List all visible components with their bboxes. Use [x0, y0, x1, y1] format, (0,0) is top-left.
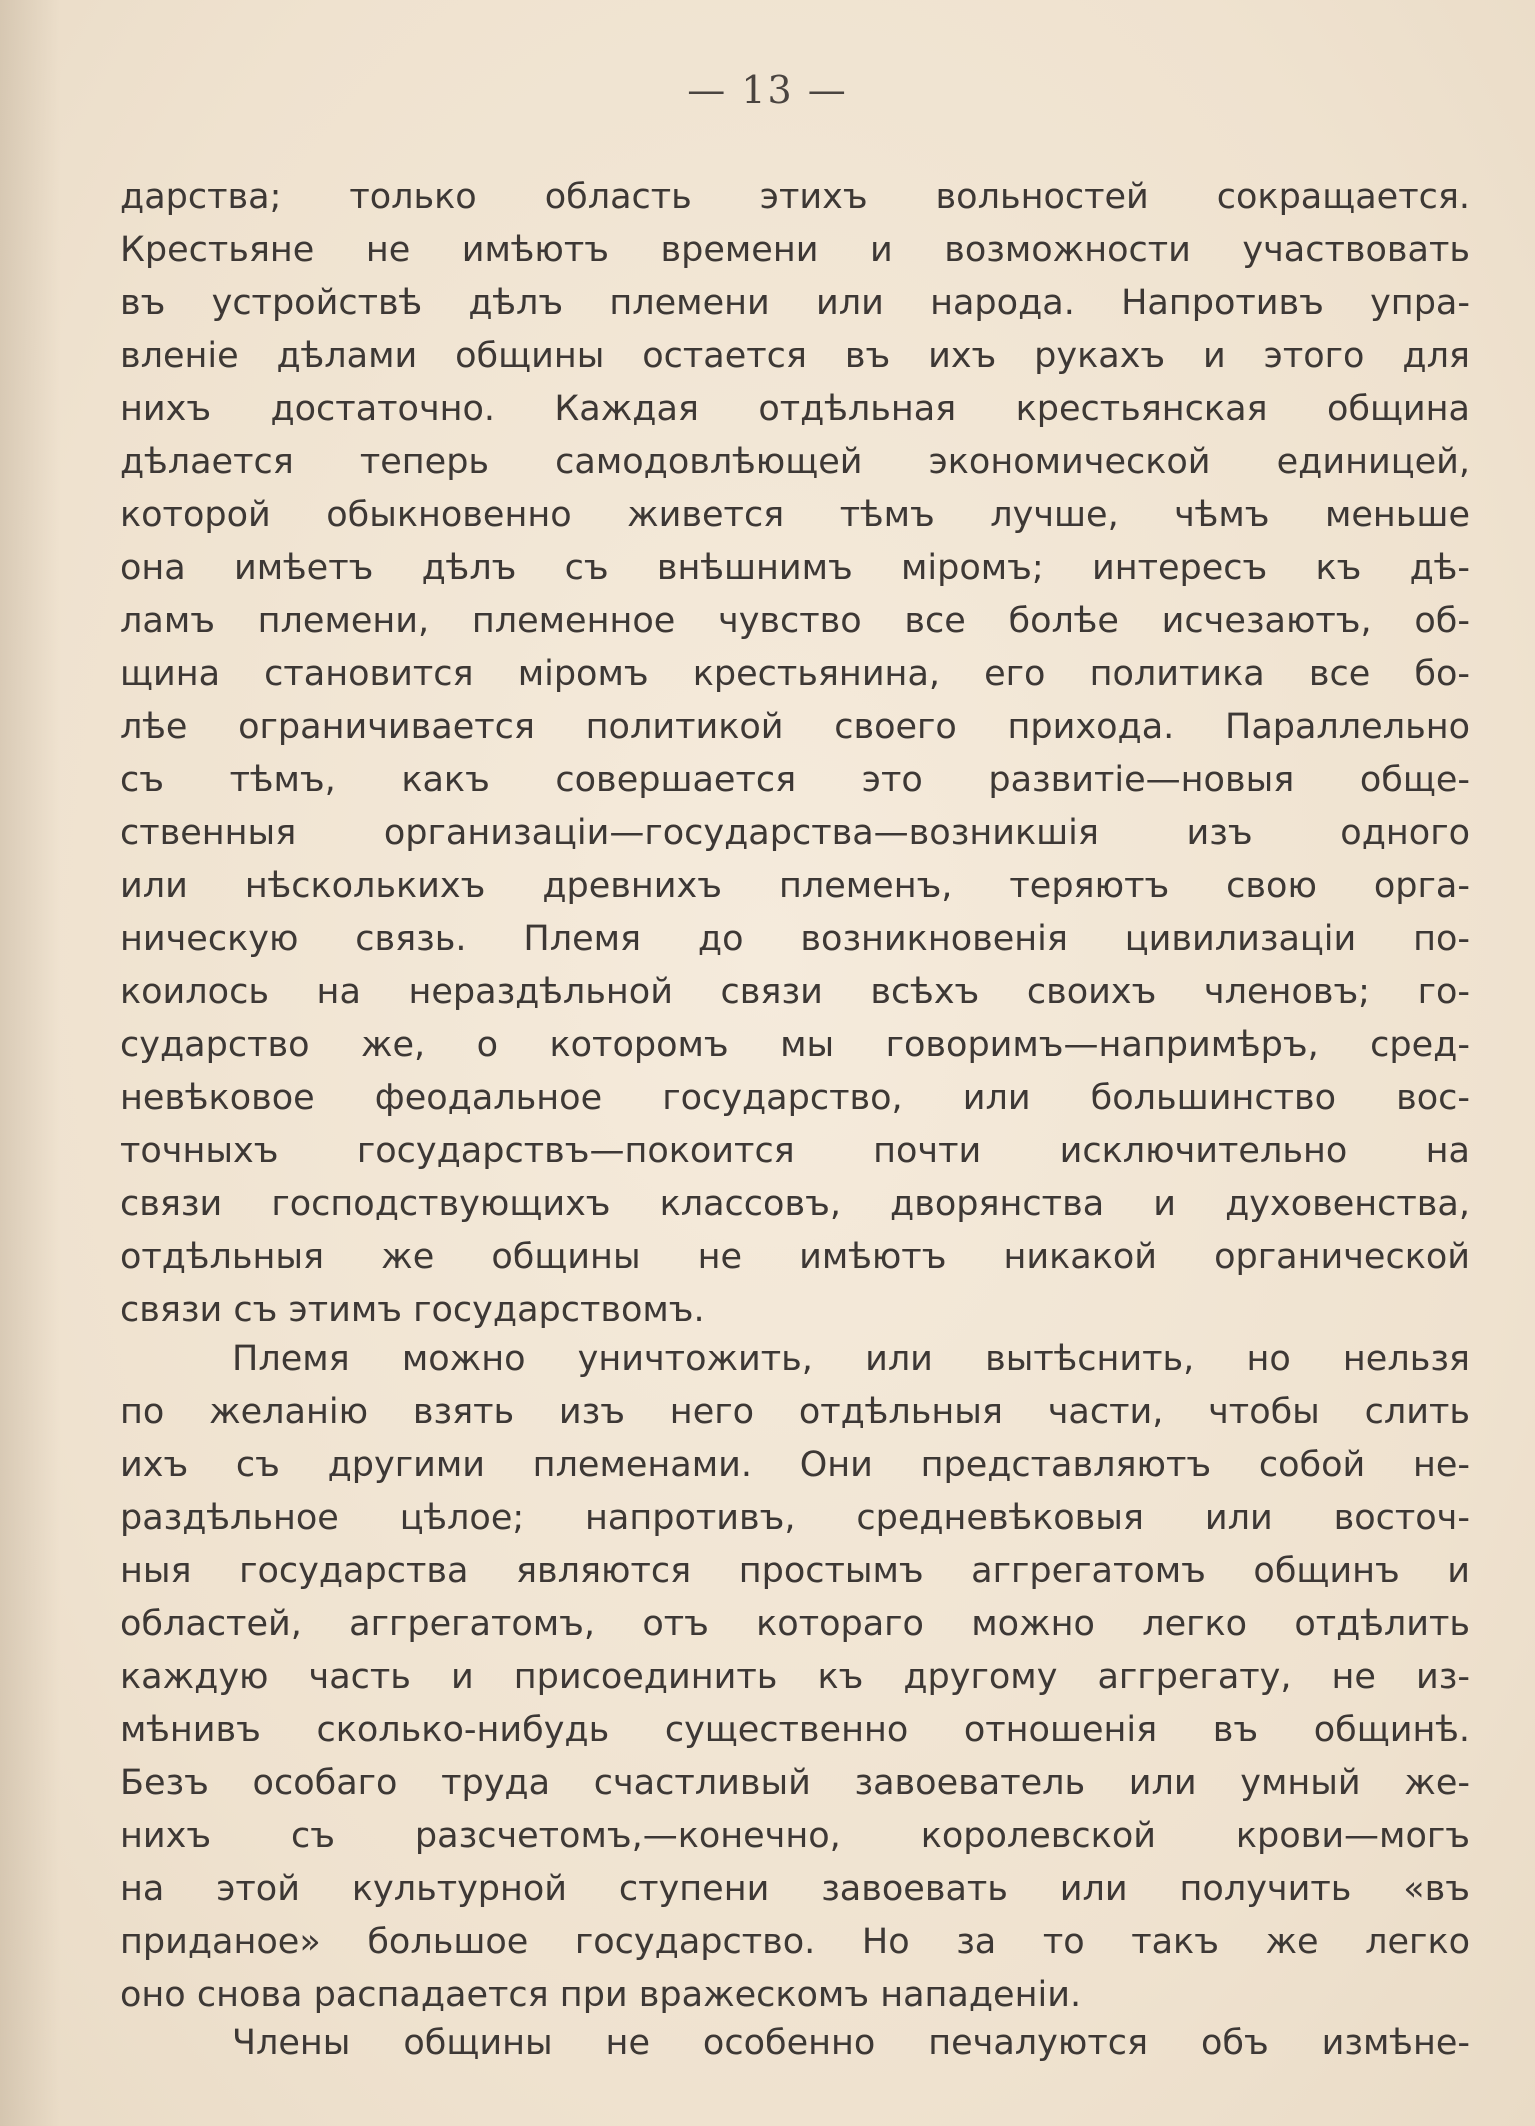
text-line: оно снова распадается при вражескомъ нападеніи. — [120, 1975, 1082, 2015]
text-line: лѣе ограничивается политикой своего прихода. Параллельно — [120, 707, 1470, 747]
text-line: отдѣльныя же общины не имѣютъ никакой органической — [120, 1237, 1470, 1277]
text-line: невѣковое феодальное государство, или большинство вос- — [120, 1078, 1470, 1118]
text-line: она имѣетъ дѣлъ съ внѣшнимъ міромъ; интересъ къ дѣ- — [120, 548, 1470, 588]
text-line: ихъ съ другими племенами. Они представляютъ собой не- — [120, 1445, 1470, 1485]
text-line: въ устройствѣ дѣлъ племени или народа. Напротивъ упра- — [120, 283, 1470, 323]
text-line: или нѣсколькихъ древнихъ племенъ, теряютъ свою орга- — [120, 866, 1470, 906]
paragraph-1 — [120, 171, 1470, 1337]
text-line: Племя можно уничтожить, или вытѣснить, но нельзя — [232, 1339, 1470, 1379]
text-line: приданое» большое государство. Но за то такъ же легко — [120, 1922, 1470, 1962]
text-line: ственныя организаціи—государства—возникшія изъ одного — [120, 813, 1470, 853]
text-line: Крестьяне не имѣютъ времени и возможности участвовать — [120, 230, 1470, 270]
text-line: дарства; только область этихъ вольностей сокращается. — [120, 177, 1470, 217]
text-line: Безъ особаго труда счастливый завоеватель или умный же- — [120, 1763, 1470, 1803]
text-line: съ тѣмъ, какъ совершается это развитіе—новыя обще- — [120, 760, 1470, 800]
text-line: раздѣльное цѣлое; напротивъ, средневѣковыя или восточ- — [120, 1498, 1470, 1538]
page-number: — 13 — — [687, 68, 848, 112]
paragraph-2 — [120, 1333, 1470, 2022]
text-line: областей, аггрегатомъ, отъ котораго можно легко отдѣлить — [120, 1604, 1470, 1644]
text-line: точныхъ государствъ—покоится почти исключительно на — [120, 1131, 1470, 1171]
text-line: каждую часть и присоединить къ другому аггрегату, не из- — [120, 1657, 1470, 1697]
text-line: ническую связь. Племя до возникновенія цивилизаціи по- — [120, 919, 1470, 959]
text-line: нихъ достаточно. Каждая отдѣльная крестьянская община — [120, 389, 1470, 429]
text-line: которой обыкновенно живется тѣмъ лучше, чѣмъ меньше — [120, 495, 1470, 535]
text-line: дѣлается теперь самодовлѣющей экономической единицей, — [120, 442, 1470, 482]
text-line: щина становится міромъ крестьянина, его политика все бо- — [120, 654, 1470, 694]
text-line: сударство же, о которомъ мы говоримъ—напримѣръ, сред- — [120, 1025, 1470, 1065]
text-line: ламъ племени, племенное чувство все болѣе исчезаютъ, об- — [120, 601, 1470, 641]
text-line: на этой культурной ступени завоевать или получить «въ — [120, 1869, 1470, 1909]
text-line: связи съ этимъ государствомъ. — [120, 1290, 705, 1330]
text-line: мѣнивъ сколько-нибудь существенно отношенія въ общинѣ. — [120, 1710, 1470, 1750]
page-spine-shadow — [0, 0, 60, 2126]
paragraph-3 — [120, 2017, 1470, 2070]
text-line: нихъ съ разсчетомъ,—конечно, королевской крови—могъ — [120, 1816, 1470, 1856]
text-line: по желанію взять изъ него отдѣльныя части, чтобы слить — [120, 1392, 1470, 1432]
text-line: связи господствующихъ классовъ, дворянства и духовенства, — [120, 1184, 1470, 1224]
text-line: вленіе дѣлами общины остается въ ихъ рукахъ и этого для — [120, 336, 1470, 376]
text-line: коилось на нераздѣльной связи всѣхъ своихъ членовъ; го- — [120, 972, 1470, 1012]
text-line: ныя государства являются простымъ аггрегатомъ общинъ и — [120, 1551, 1470, 1591]
text-line: Члены общины не особенно печалуются объ измѣне- — [232, 2023, 1470, 2063]
